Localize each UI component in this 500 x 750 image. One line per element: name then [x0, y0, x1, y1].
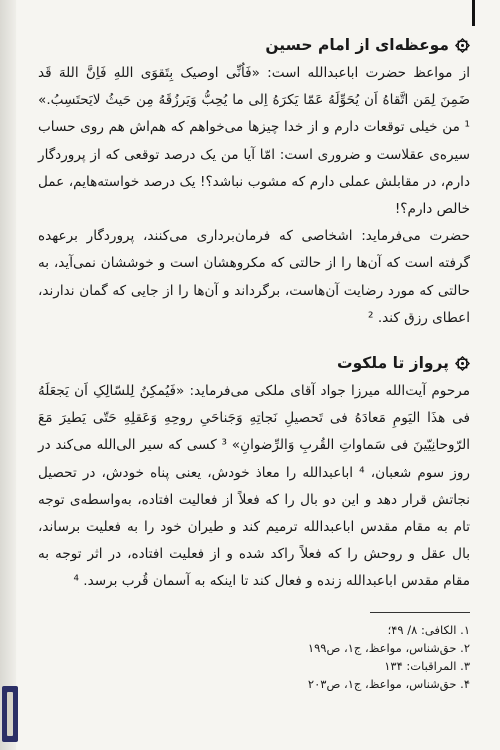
footnotes	[40, 612, 470, 693]
ornament-icon	[455, 38, 470, 53]
book-ribbon-marker	[2, 686, 18, 742]
footnote: ۱. الکافی: ۸/ ۴۹؛	[387, 623, 470, 637]
footnote: ۳. المراقبات: ۱۳۴	[384, 659, 470, 673]
paragraph: مرحوم آیت‌الله میرزا جواد آقای ملکی می‌فرماید: «فَیُمکِنُ لِلسّالِکِ اَن یَجعَلَهُ فی هذَا الیَومِ مَعادَهُ فی تَحصیلِ نَجاتِهِ وَجَناحَیِ روحِهِ وَعَقلِهِ حَتّی یَطیرَ مَعَ الرّوحانِیّینَ فی سَماواتِ القُربِ وَالرِّضوانِ» ³ کسی که سیر الی‌الله می‌کند در روز سوم شعبان، ⁴ اباعبدالله را معاذ خودش، یعنی پناه خودش، در تحصیل نجاتش قرار دهد و این دو بال را که فعلاً از فعالیت افتاده، به‌واسطه‌ی توجه تام به مقام مقدس اباعبدالله ترمیم کند و طیران خود را به فعلیت برساند، بال عقل و روحش را که فعلاً راکد شده و از فعلیت افتاده، در اثر توجه به مقام مقدس اباعبدالله زنده و فعال کند تا اینکه به آسمان قُرب برسد. ⁴	[38, 383, 470, 590]
paragraph: از مواعظ حضرت اباعبدالله است: «فَاُنِّی اوصیک بِتَقوَی اللهِ فَاِنَّ اللهَ قَد ضَمِنَ لِمَن اتَّقاهُ اَن یُحَوِّلَهُ عَمّا یَکرَهُ اِلی ما یُحِبُّ وَیَرزُقَهُ مِن حَیثُ لایَحتَسِبُ.» ¹ من خیلی توقعات دارم و از خدا چیزها می‌خواهم که هم‌اش هم روی حساب سیره‌ی عقلاست و ضروری است: امّا آیا من یک درصد توقعی که از پروردگار دارم، در مقابلش عملی دارم که مشوب نباشد؟! یک درصد خواسته‌هایم، عمل خالص دارم؟!	[38, 65, 470, 218]
section-flight	[38, 354, 470, 596]
ornament-icon	[455, 356, 470, 371]
footnote-divider	[370, 612, 470, 613]
section-heading	[38, 36, 470, 54]
footnote: ۴. حق‌شناس، مواعظ، ج۱، ص۲۰۳	[307, 677, 470, 691]
top-decorative-rule	[472, 0, 475, 26]
page-content	[38, 30, 470, 596]
section-heading-text: موعظه‌ای از امام حسین	[265, 36, 449, 54]
footnote: ۲. حق‌شناس، مواعظ، ج۱، ص۱۹۹	[307, 641, 470, 655]
section-sermon	[38, 36, 470, 332]
paragraph: حضرت می‌فرماید: اشخاصی که فرمان‌برداری می‌کنند، پروردگار برعهده گرفته است که آن‌ها را از حالتی که مکروهشان است و خوششان نمی‌آید، به حالتی که مورد رضایت آن‌هاست، برگرداند و آن‌ها را از جایی که گمان ندارند، اعطای رزق کند. ²	[38, 228, 470, 326]
section-heading-text: پرواز تا ملکوت	[337, 354, 449, 373]
section-heading	[38, 354, 470, 372]
page-binding-shadow	[0, 0, 16, 750]
